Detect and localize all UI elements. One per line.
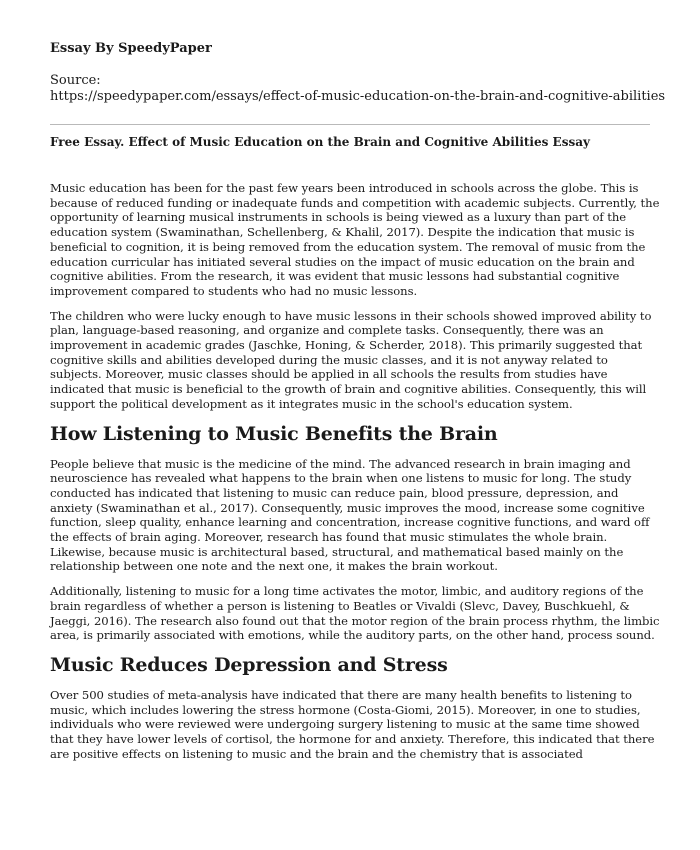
paragraph-depression-1: Over 500 studies of meta-analysis have indicated that there are many health benefits to listening to music, which includes lowering the stress hormone (Costa-Giomi, 2015). Moreover, in one to studies, individuals who were reviewed were undergoing surgery listening to music at the same time showed that they have lower levels of cortisol, the hormone for and anxiety. Therefore, this indicated that there are positive effects on listening to music and the brain and the chemistry that is associated — [50, 687, 655, 761]
paragraph-listening-1: People believe that music is the medicine of the mind. The advanced research in brain imaging and neuroscience has revealed what happens to the brain when one listens to music for long. The study conducted has indicated that listening to music can reduce pain, blood pressure, depression, and anxiety (Swaminathan et al., 2017). Consequently, music improves the mood, increase some cognitive function, sleep quality, enhance learning and concentration, increase cognitive functions, and ward off the effects of brain aging. Moreover, research has found that music stimulates the whole brain. Likewise, because music is architectural based, structural, and mathematical based mainly on the relationship between one note and the next one, it makes the brain workout. — [50, 456, 650, 574]
essay-author-line: Essay By SpeedyPaper — [50, 41, 212, 56]
essay-body — [50, 181, 662, 772]
source-url: https://speedypaper.com/essays/effect-of-music-education-on-the-brain-and-cognitive-abilities — [50, 89, 666, 104]
paragraph-listening-2: Additionally, listening to music for a long time activates the motor, limbic, and auditory regions of the brain regardless of whether a person is listening to Beatles or Vivaldi (Slevc, Davey, Buschkuehl, & Jaeggi, 2016). The research also found out that the motor region of the brain process rhythm, the limbic area, is primarily associated with emotions, while the auditory parts, on the other hand, process sound. — [50, 584, 660, 643]
section-heading-listening: How Listening to Music Benefits the Brain — [50, 422, 498, 445]
paragraph-intro-2: The children who were lucky enough to have music lessons in their schools showed improved ability to plan, language-based reasoning, and organize and complete tasks. Consequently, there was an improvement in academic grades (Jaschke, Honing, & Scherder, 2018). This primarily suggested that cognitive skills and abilities developed during the music classes, and it is not anyway related to subjects. Moreover, music classes should be applied in all schools the results from studies have indicated that music is beneficial to the growth of brain and cognitive abilities. Consequently, this will support the political development as it integrates music in the school's education system. — [50, 308, 652, 411]
source-label: Source: — [50, 73, 101, 88]
paragraph-intro-1: Music education has been for the past few years been introduced in schools across the globe. This is because of reduced funding or inadequate funds and competition with academic subjects. Currently, the opportunity of learning musical instruments in schools is being viewed as a luxury than part of the education system (Swaminathan, Schellenberg, & Khalil, 2017). Despite the indication that music is beneficial to cognition, it is being removed from the education system. The removal of music from the education curricular has initiated several studies on the impact of music education on the brain and cognitive abilities. From the research, it was evident that music lessons had substantial cognitive improvement compared to students who had no music lessons. — [50, 181, 660, 298]
section-heading-depression: Music Reduces Depression and Stress — [50, 653, 448, 676]
essay-title: Free Essay. Effect of Music Education on the Brain and Cognitive Abilities Essay — [50, 135, 590, 149]
header-divider — [50, 124, 650, 125]
